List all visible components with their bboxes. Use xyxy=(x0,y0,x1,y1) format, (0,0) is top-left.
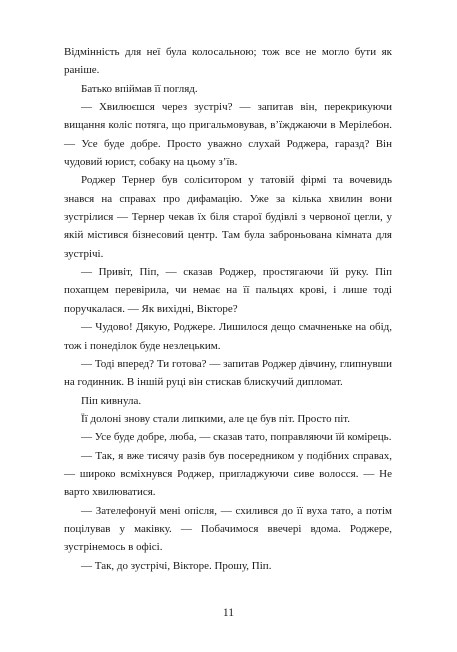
paragraph: — Хвилюєшся через зустріч? — запитав він, перекрикуючи вищання коліс потяга, що пригальмовував, в’їжджаючи в Мерілебон. — Усе буде добре. Просто уважно слухай Роджера, гаразд? Він чудовий юрист, собаку на цьому з’їв. xyxy=(64,101,392,169)
paragraph: — Чудово! Дякую, Роджере. Лишилося дещо смачненьке на обід, тож і понеділок буде незлецьким. xyxy=(64,321,392,352)
paragraph: Піп кивнула. xyxy=(81,394,142,407)
paragraph: Відмінність для неї була колосальною; тож все не могло бути як раніше. xyxy=(64,46,392,77)
paragraph: Роджер Тернер був соліситором у татовій фірмі та вочевидь знався на справах про дифамацію. Уже за кілька хвилин вони зустрілися — Тернер чекав їх біля старої будівлі з червоної цегли, у якій містився бізнесовий центр. Там була заброньована кімната для зустрічі. xyxy=(64,174,392,260)
paragraph: Її долоні знову стали липкими, але це був піт. Просто піт. xyxy=(81,412,351,425)
paragraph: — Зателефонуй мені опісля, — схилився до її вуха тато, а потім поцілував у маківку. — Побачимося ввечері вдома. Роджере, зустрінемось в офісі. xyxy=(64,504,392,554)
paragraph: — Усе буде добре, люба, — сказав тато, поправляючи їй комірець. xyxy=(81,431,392,444)
paragraph: — Тоді вперед? Ти готова? — запитав Роджер дівчину, глипнувши на годинник. В іншій руці він стискав блискучий дипломат. xyxy=(64,357,392,389)
paragraph: Батько впіймав її погляд. xyxy=(81,82,198,95)
paragraph: — Так, до зустрічі, Вікторе. Прошу, Піп. xyxy=(81,559,272,572)
paragraph: — Привіт, Піп, — сказав Роджер, простягаючи їй руку. Піп похапцем перевірила, чи немає на її пальцях крові, і лише тоді поручкалася. — Як вихідні, Вікторе? xyxy=(64,266,392,315)
paragraph: — Так, я вже тисячу разів був посередником у подібних справах, — широко всміхнувся Роджер, пригладжуючи сиве волосся. — Не варто хвилюватися. xyxy=(64,449,392,499)
page-number: 11 xyxy=(222,606,235,619)
body-text xyxy=(64,43,392,575)
